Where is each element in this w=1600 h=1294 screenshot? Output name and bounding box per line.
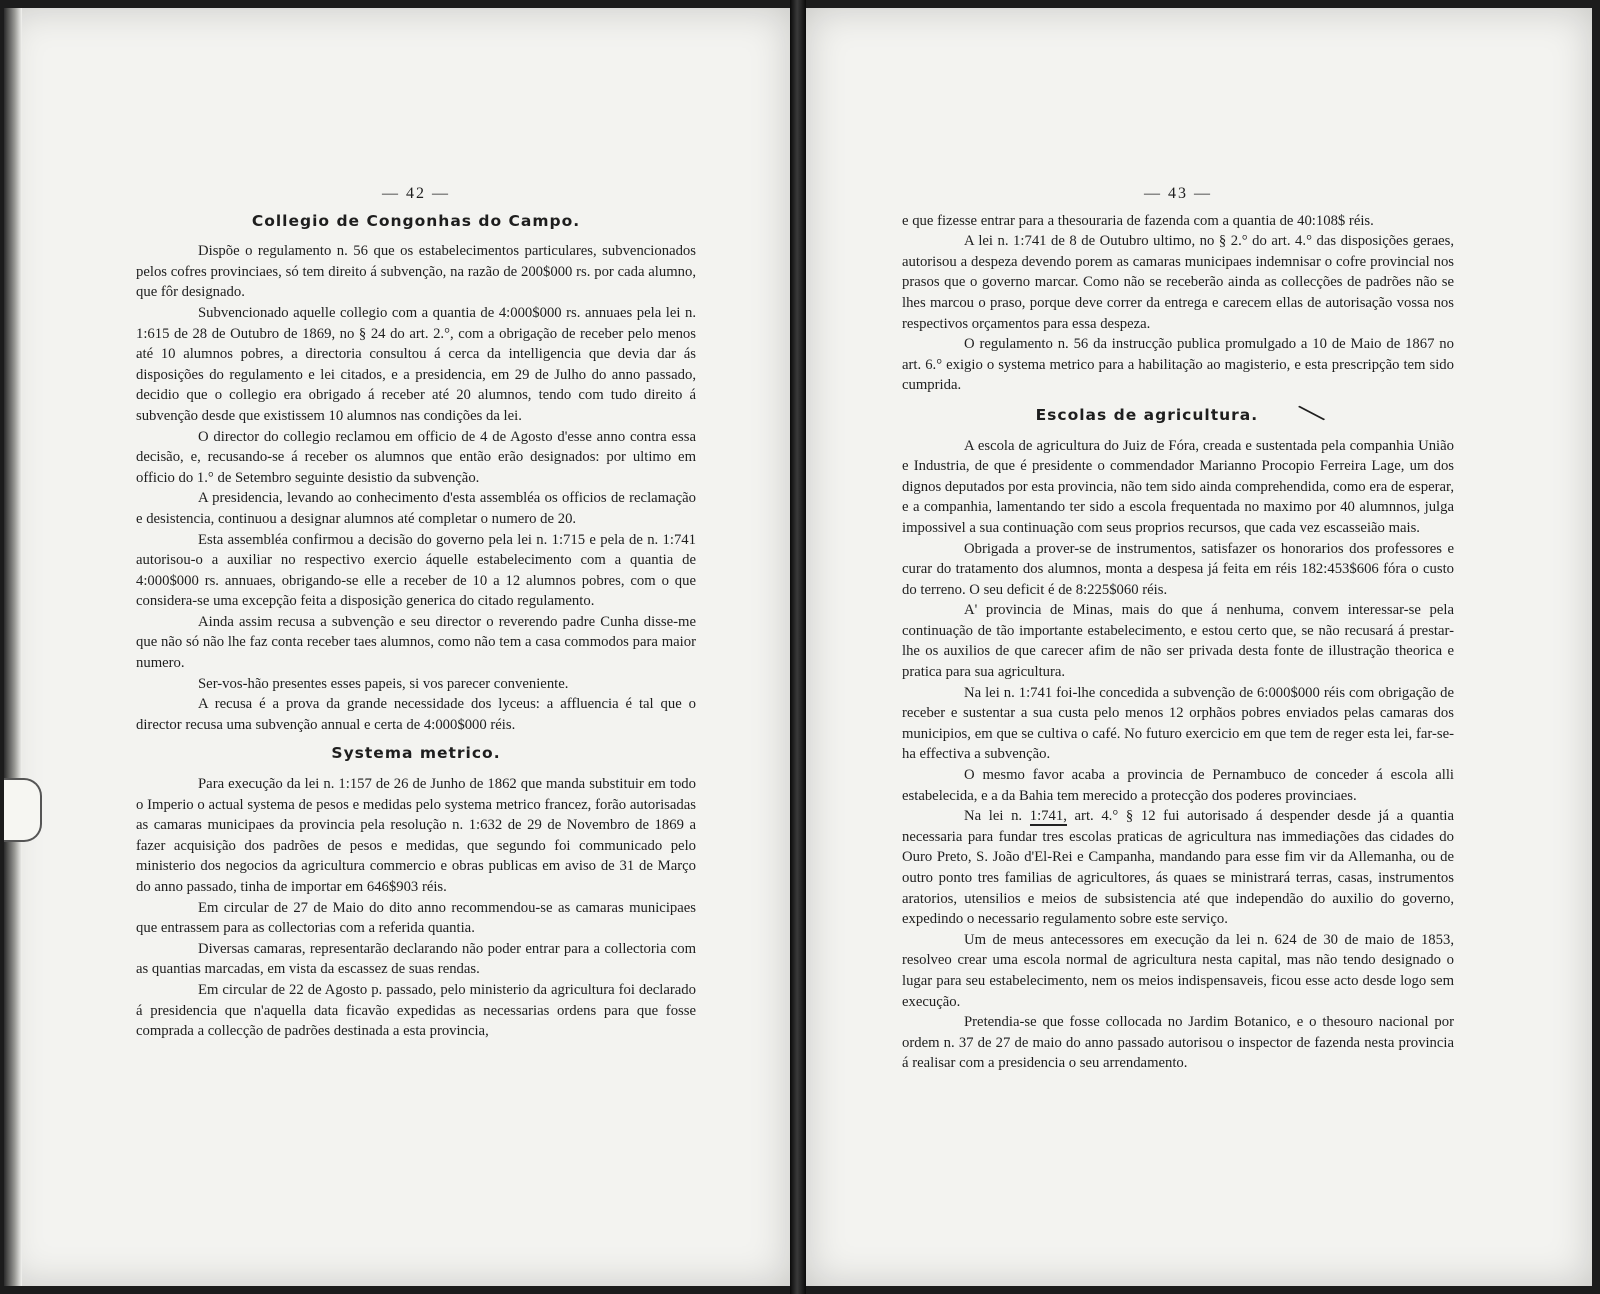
page-number: — 42 —	[382, 185, 450, 202]
paragraph: O mesmo favor acaba a provincia de Pernambuco de conceder á escola alli estabelecida, e a da Bahia tem merecido a protecção dos poderes provinciaes.	[902, 767, 1454, 804]
paragraph: e que fizesse entrar para a thesouraria de fazenda com a quantia de 40:108$ réis.	[902, 212, 1374, 229]
paragraph: Um de meus antecessores em execução da lei n. 624 de 30 de maio de 1853, resolveo crear uma escola normal de agricultura nesta capital, mas não tendo designado o lugar para seu estabelecimento, nem os meios indispensaveis, ficou esse acto desde logo sem execução.	[902, 931, 1454, 1010]
binding-edge	[4, 8, 22, 1286]
right-text-column	[902, 184, 1454, 1074]
paragraph: Ainda assim recusa a subvenção e seu director o reverendo padre Cunha disse-me que não só não lhe faz conta receber taes alumnos, como não tem a casa commodos para maior numero.	[136, 613, 696, 672]
paragraph: Na lei n. 1:741, art. 4.° § 12 fui autorisado á despender desde já a quantia necessaria para fundar tres escolas praticas de agricultura nas immediações das cidades do Ouro Preto, S. João d'El-Rei e Campanha, mandando para esse fim vir da Allemanha, ou de outro ponto tres familias de agricultores, ás quaes se ministrará terras, casas, instrumentos aratorios, utensilios e meios de subsistencia até que independão do auxilio do governo, expedindo o necessario regulamento sobre este serviço.	[902, 808, 1454, 928]
paragraph: O director do collegio reclamou em officio de 4 de Agosto d'esse anno contra essa decisão, e, recusando-se á receber os alumnos que então erão designados: por ultimo em officio do 1.° de Setembro seguinte desistio da subvenção.	[136, 428, 696, 486]
underlined-text: 1:741,	[1029, 808, 1067, 825]
paragraph: Obrigada a prover-se de instrumentos, satisfazer os honorarios dos professores e curar do tratamento dos alumnos, monta a despesa já feita em réis 182:453$606 fóra o custo do terreno. O seu deficit é de 8:225$060 réis.	[902, 540, 1454, 598]
section-heading: Escolas de agricultura. ╲	[1035, 399, 1326, 428]
paragraph: A presidencia, levando ao conhecimento d'esta assembléa os officios de reclamação e desistencia, continuou a designar alumnos até completar o numero de 20.	[136, 490, 696, 527]
paragraph: O regulamento n. 56 da instrucção publica promulgado a 10 de Maio de 1867 no art. 6.° exigio o systema metrico para a habilitação ao magisterio, e esta prescripção tem sido cumprida.	[902, 336, 1454, 394]
paragraph: A' provincia de Minas, mais do que á nenhuma, convem interessar-se pela continuação de tão importante estabelecimento, e estou certo que, se não recusará á prestar-lhe os auxilios de que carecer afim de não ser privada desta fonte de illustração theorica e pratica para sua agricultura.	[902, 602, 1454, 681]
paper-tab	[4, 778, 42, 842]
paragraph: A lei n. 1:741 de 8 de Outubro ultimo, no § 2.° do art. 4.° das disposições geraes, autorisou a despeza devendo porem as camaras municipaes indemnisar o cofre provincial nos prasos que o governo marcar. Como não se receberão ainda as collecções de padrões não se lhes marcou o praso, porque deve correr da entrega e carecem ellas de autorisação vossa nos respectivos orçamentos para essa despeza.	[902, 233, 1454, 332]
paragraph: Subvencionado aquelle collegio com a quantia de 4:000$000 rs. annuaes pela lei n. 1:615 de 28 de Outubro de 1869, no § 24 do art. 2.°, com a obrigação de receber pelo menos até 10 alumnos pobres, a directoria consultou á cerca da intelligencia que devia dar ás disposições do regulamento e lei citados, e a presidencia, em 29 de Julho do anno passado, decidio que o collegio era obrigado á receber até 20 alumnos, tendo com tudo direito á subvenção desde que existissem 10 alumnos nas condições da lei.	[136, 304, 696, 424]
paragraph: A recusa é a prova da grande necessidade dos lyceus: a affluencia é tal que o director recusa uma subvenção annual e certa de 4:000$000 réis.	[136, 696, 696, 733]
paragraph: Ser-vos-hão presentes esses papeis, si vos parecer conveniente.	[198, 675, 569, 692]
paragraph: Pretendia-se que fosse collocada no Jardim Botanico, e o thesouro nacional por ordem n. 37 de 27 de maio do anno passado autorisou o inspector de fazenda nesta provincia á realisar com a presidencia o seu arrendamento.	[902, 1014, 1454, 1072]
paragraph: Para execução da lei n. 1:157 de 26 de Junho de 1862 que manda substituir em todo o Imperio o actual systema de pesos e medidas pelo systema metrico francez, forão autorisadas as camaras municipaes da provincia pela resolução n. 1:632 de 29 de Novembro de 1869 a fazer acquisição dos padrões de pesos e medidas, que segundo foi communicado pelo ministerio dos negocios da agricultura commercio e obras publicas em aviso de 31 de Março do anno passado, tinha de importar em 646$903 réis.	[136, 776, 696, 895]
paragraph: A escola de agricultura do Juiz de Fóra, creada e sustentada pela companhia União e Industria, de que é presidente o commendador Marianno Procopio Ferreira Lage, um dos dignos deputados por esta provincia, não tem sido ainda comprehendida, como era de esperar, e a companhia, lamentando ter sido a escola frequentada no maximo por 40 alumnnos, julga impossivel a sua continuação com seus proprios recursos, que cada vez escasseião mais.	[902, 437, 1454, 536]
pencil-mark-icon: ╲	[1299, 399, 1326, 428]
right-page	[806, 8, 1592, 1286]
left-text-column	[136, 184, 696, 1042]
paragraph: Esta assembléa confirmou a decisão do governo pela lei n. 1:715 e pela de n. 1:741 autorisou-o a auxiliar no respectivo exercio áquelle estabelecimento com a quantia de 4:000$000 rs. annuaes, obrigando-se elle a receber de 10 a 12 alumnos pobres, com o que considera-se uma excepção feita a disposição generica do citado regulamento.	[136, 531, 696, 610]
left-page	[4, 8, 790, 1286]
paragraph: Dispõe o regulamento n. 56 que os estabelecimentos particulares, subvencionados pelos cofres provinciaes, só tem direito á subvenção, na razão de 200$000 rs. por cada alumno, que fôr designado.	[136, 243, 696, 301]
book-gutter	[790, 0, 806, 1294]
paragraph: Diversas camaras, representarão declarando não poder entrar para a collectoria com as quantias marcadas, em vista da escassez de suas rendas.	[136, 940, 696, 978]
section-heading: Collegio de Congonhas do Campo.	[251, 211, 581, 230]
page-number: — 43 —	[1144, 185, 1212, 202]
paragraph: Em circular de 27 de Maio do dito anno recommendou-se as camaras municipaes que entrassem para as collectorias com a referida quantia.	[136, 899, 696, 937]
paragraph: Em circular de 22 de Agosto p. passado, pelo ministerio da agricultura foi declarado á presidencia que n'aquella data ficavão expedidas as necessarias ordens para que fosse comprada a collecção de padrões destinada a esta provincia,	[136, 981, 696, 1040]
section-heading: Systema metrico.	[331, 744, 501, 763]
paragraph: Na lei n. 1:741 foi-lhe concedida a subvenção de 6:000$000 réis com obrigação de receber e sustentar a sua custa pelo menos 12 orphãos pobres enviados pelas camaras dos municipios, em que se cultiva o café. No futuro exercicio em que tem de reger esta lei, far-se-ha effectiva a subvenção.	[902, 684, 1454, 763]
